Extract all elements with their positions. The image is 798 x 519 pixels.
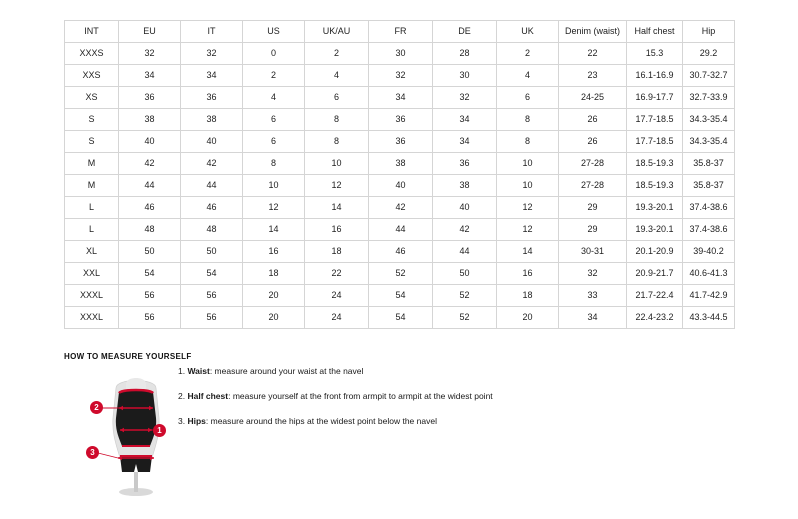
column-header: EU bbox=[119, 21, 181, 43]
how-to-measure-title: HOW TO MEASURE YOURSELF bbox=[64, 352, 192, 361]
table-cell: 30.7-32.7 bbox=[683, 65, 735, 87]
table-cell: 26 bbox=[559, 109, 627, 131]
table-cell: 38 bbox=[433, 175, 497, 197]
table-cell: 36 bbox=[369, 109, 433, 131]
column-header: Half chest bbox=[627, 21, 683, 43]
column-header: IT bbox=[181, 21, 243, 43]
figure-marker-3: 3 bbox=[86, 446, 99, 459]
table-row bbox=[65, 219, 735, 241]
table-row bbox=[65, 65, 735, 87]
table-cell: 48 bbox=[181, 219, 243, 241]
table-cell: 20.1-20.9 bbox=[627, 241, 683, 263]
table-cell: 32 bbox=[181, 43, 243, 65]
table-cell: 6 bbox=[243, 131, 305, 153]
figure-marker-2: 2 bbox=[90, 401, 103, 414]
table-cell: 35.8-37 bbox=[683, 175, 735, 197]
table-cell: 2 bbox=[243, 65, 305, 87]
table-cell: 29 bbox=[559, 219, 627, 241]
table-cell: 4 bbox=[243, 87, 305, 109]
table-cell: M bbox=[65, 175, 119, 197]
table-cell: 34 bbox=[559, 307, 627, 329]
table-cell: 40 bbox=[433, 197, 497, 219]
table-cell: 33 bbox=[559, 285, 627, 307]
column-header: UK bbox=[497, 21, 559, 43]
instruction-number: 3. bbox=[178, 416, 186, 426]
table-cell: 42 bbox=[181, 153, 243, 175]
table-cell: 16.1-16.9 bbox=[627, 65, 683, 87]
column-header: Hip bbox=[683, 21, 735, 43]
table-cell: 27-28 bbox=[559, 153, 627, 175]
table-cell: 50 bbox=[433, 263, 497, 285]
table-cell: 10 bbox=[497, 153, 559, 175]
table-cell: 15.3 bbox=[627, 43, 683, 65]
table-cell: 26 bbox=[559, 131, 627, 153]
table-cell: 56 bbox=[119, 285, 181, 307]
instruction-term: Hips bbox=[187, 416, 206, 426]
table-cell: 12 bbox=[305, 175, 369, 197]
table-cell: 29 bbox=[559, 197, 627, 219]
table-cell: 4 bbox=[497, 65, 559, 87]
table-cell: 19.3-20.1 bbox=[627, 219, 683, 241]
table-cell: 18.5-19.3 bbox=[627, 153, 683, 175]
table-cell: 20.9-21.7 bbox=[627, 263, 683, 285]
table-cell: 38 bbox=[369, 153, 433, 175]
table-cell: 44 bbox=[433, 241, 497, 263]
table-cell: XS bbox=[65, 87, 119, 109]
table-cell: 10 bbox=[305, 153, 369, 175]
table-cell: 27-28 bbox=[559, 175, 627, 197]
measurement-instructions bbox=[178, 366, 608, 441]
table-cell: 30 bbox=[433, 65, 497, 87]
table-cell: 24 bbox=[305, 285, 369, 307]
table-cell: 40 bbox=[369, 175, 433, 197]
table-cell: 48 bbox=[119, 219, 181, 241]
table-cell: 6 bbox=[243, 109, 305, 131]
table-cell: 36 bbox=[369, 131, 433, 153]
table-cell: 34 bbox=[119, 65, 181, 87]
table-cell: 39-40.2 bbox=[683, 241, 735, 263]
table-cell: 54 bbox=[181, 263, 243, 285]
table-cell: 0 bbox=[243, 43, 305, 65]
instruction-number: 2. bbox=[178, 391, 186, 401]
table-cell: 32.7-33.9 bbox=[683, 87, 735, 109]
table-row bbox=[65, 87, 735, 109]
instruction-text: : measure around your waist at the navel bbox=[209, 366, 364, 376]
table-cell: 36 bbox=[119, 87, 181, 109]
table-cell: 32 bbox=[369, 65, 433, 87]
table-cell: 42 bbox=[119, 153, 181, 175]
table-cell: 14 bbox=[243, 219, 305, 241]
table-cell: 37.4-38.6 bbox=[683, 197, 735, 219]
table-cell: 35.8-37 bbox=[683, 153, 735, 175]
table-cell: 50 bbox=[181, 241, 243, 263]
table-cell: XXXL bbox=[65, 307, 119, 329]
table-cell: 40.6-41.3 bbox=[683, 263, 735, 285]
column-header: DE bbox=[433, 21, 497, 43]
table-cell: 32 bbox=[433, 87, 497, 109]
table-cell: 36 bbox=[181, 87, 243, 109]
table-cell: 44 bbox=[119, 175, 181, 197]
instruction-waist bbox=[178, 366, 608, 377]
table-cell: XL bbox=[65, 241, 119, 263]
table-cell: 22 bbox=[559, 43, 627, 65]
instruction-term: Waist bbox=[187, 366, 210, 376]
table-cell: 8 bbox=[497, 109, 559, 131]
column-header: INT bbox=[65, 21, 119, 43]
table-cell: 34 bbox=[181, 65, 243, 87]
table-cell: 46 bbox=[119, 197, 181, 219]
table-cell: 12 bbox=[497, 219, 559, 241]
table-cell: 30-31 bbox=[559, 241, 627, 263]
table-cell: 56 bbox=[181, 307, 243, 329]
table-row bbox=[65, 263, 735, 285]
column-header: Denim (waist) bbox=[559, 21, 627, 43]
table-cell: 6 bbox=[305, 87, 369, 109]
table-cell: 34.3-35.4 bbox=[683, 131, 735, 153]
table-row bbox=[65, 197, 735, 219]
table-cell: 42 bbox=[369, 197, 433, 219]
table-cell: 52 bbox=[369, 263, 433, 285]
table-cell: 40 bbox=[181, 131, 243, 153]
table-cell: S bbox=[65, 131, 119, 153]
table-cell: 34 bbox=[369, 87, 433, 109]
table-cell: 22 bbox=[305, 263, 369, 285]
table-cell: 8 bbox=[305, 109, 369, 131]
table-row bbox=[65, 175, 735, 197]
table-cell: XXXL bbox=[65, 285, 119, 307]
table-cell: 20 bbox=[243, 285, 305, 307]
table-cell: 14 bbox=[305, 197, 369, 219]
table-cell: 38 bbox=[119, 109, 181, 131]
table-cell: 50 bbox=[119, 241, 181, 263]
table-cell: 21.7-22.4 bbox=[627, 285, 683, 307]
table-cell: 40 bbox=[119, 131, 181, 153]
table-cell: 4 bbox=[305, 65, 369, 87]
table-cell: 36 bbox=[433, 153, 497, 175]
table-cell: 29.2 bbox=[683, 43, 735, 65]
table-cell: 54 bbox=[369, 285, 433, 307]
table-cell: 2 bbox=[305, 43, 369, 65]
table-cell: 18.5-19.3 bbox=[627, 175, 683, 197]
table-row bbox=[65, 109, 735, 131]
column-header: FR bbox=[369, 21, 433, 43]
table-cell: 8 bbox=[305, 131, 369, 153]
table-cell: 46 bbox=[369, 241, 433, 263]
table-row bbox=[65, 307, 735, 329]
table-cell: 22.4-23.2 bbox=[627, 307, 683, 329]
table-cell: 52 bbox=[433, 307, 497, 329]
table-cell: 52 bbox=[433, 285, 497, 307]
figure-marker-1: 1 bbox=[153, 424, 166, 437]
table-cell: XXS bbox=[65, 65, 119, 87]
instruction-half-chest bbox=[178, 391, 608, 402]
table-cell: 19.3-20.1 bbox=[627, 197, 683, 219]
table-cell: 8 bbox=[497, 131, 559, 153]
table-cell: 34.3-35.4 bbox=[683, 109, 735, 131]
table-cell: 23 bbox=[559, 65, 627, 87]
table-cell: 56 bbox=[181, 285, 243, 307]
table-cell: 42 bbox=[433, 219, 497, 241]
table-cell: 14 bbox=[497, 241, 559, 263]
table-cell: 20 bbox=[497, 307, 559, 329]
table-cell: 38 bbox=[181, 109, 243, 131]
table-cell: 46 bbox=[181, 197, 243, 219]
table-cell: 28 bbox=[433, 43, 497, 65]
table-row bbox=[65, 131, 735, 153]
table-cell: L bbox=[65, 197, 119, 219]
column-header: US bbox=[243, 21, 305, 43]
table-cell: 18 bbox=[243, 263, 305, 285]
table-cell: 34 bbox=[433, 109, 497, 131]
size-conversion-table bbox=[64, 20, 735, 329]
instruction-term: Half chest bbox=[187, 391, 229, 401]
table-cell: 6 bbox=[497, 87, 559, 109]
table-cell: 17.7-18.5 bbox=[627, 109, 683, 131]
table-cell: L bbox=[65, 219, 119, 241]
table-cell: 12 bbox=[243, 197, 305, 219]
table-cell: 24 bbox=[305, 307, 369, 329]
table-cell: 16.9-17.7 bbox=[627, 87, 683, 109]
table-cell: 17.7-18.5 bbox=[627, 131, 683, 153]
table-cell: 2 bbox=[497, 43, 559, 65]
table-cell: 18 bbox=[305, 241, 369, 263]
table-cell: S bbox=[65, 109, 119, 131]
table-cell: 20 bbox=[243, 307, 305, 329]
table-cell: 44 bbox=[181, 175, 243, 197]
table-cell: 44 bbox=[369, 219, 433, 241]
table-cell: 41.7-42.9 bbox=[683, 285, 735, 307]
table-cell: 16 bbox=[243, 241, 305, 263]
table-row bbox=[65, 241, 735, 263]
instruction-number: 1. bbox=[178, 366, 186, 376]
table-cell: XXXS bbox=[65, 43, 119, 65]
table-cell: 16 bbox=[497, 263, 559, 285]
table-cell: 56 bbox=[119, 307, 181, 329]
table-row bbox=[65, 153, 735, 175]
table-cell: M bbox=[65, 153, 119, 175]
instruction-text: : measure around the hips at the widest point below the navel bbox=[205, 416, 437, 426]
table-cell: 10 bbox=[497, 175, 559, 197]
table-cell: 30 bbox=[369, 43, 433, 65]
table-row bbox=[65, 43, 735, 65]
table-cell: 54 bbox=[119, 263, 181, 285]
table-cell: 54 bbox=[369, 307, 433, 329]
table-cell: XXL bbox=[65, 263, 119, 285]
table-cell: 24-25 bbox=[559, 87, 627, 109]
table-cell: 10 bbox=[243, 175, 305, 197]
instruction-hips bbox=[178, 416, 608, 427]
instruction-text: : measure yourself at the front from armpit to armpit at the widest point bbox=[228, 391, 493, 401]
column-header: UK/AU bbox=[305, 21, 369, 43]
table-cell: 18 bbox=[497, 285, 559, 307]
table-cell: 16 bbox=[305, 219, 369, 241]
table-cell: 37.4-38.6 bbox=[683, 219, 735, 241]
table-cell: 34 bbox=[433, 131, 497, 153]
table-cell: 43.3-44.5 bbox=[683, 307, 735, 329]
table-row bbox=[65, 285, 735, 307]
table-cell: 32 bbox=[559, 263, 627, 285]
table-cell: 8 bbox=[243, 153, 305, 175]
table-header-row bbox=[65, 21, 735, 43]
table-cell: 32 bbox=[119, 43, 181, 65]
table-cell: 12 bbox=[497, 197, 559, 219]
